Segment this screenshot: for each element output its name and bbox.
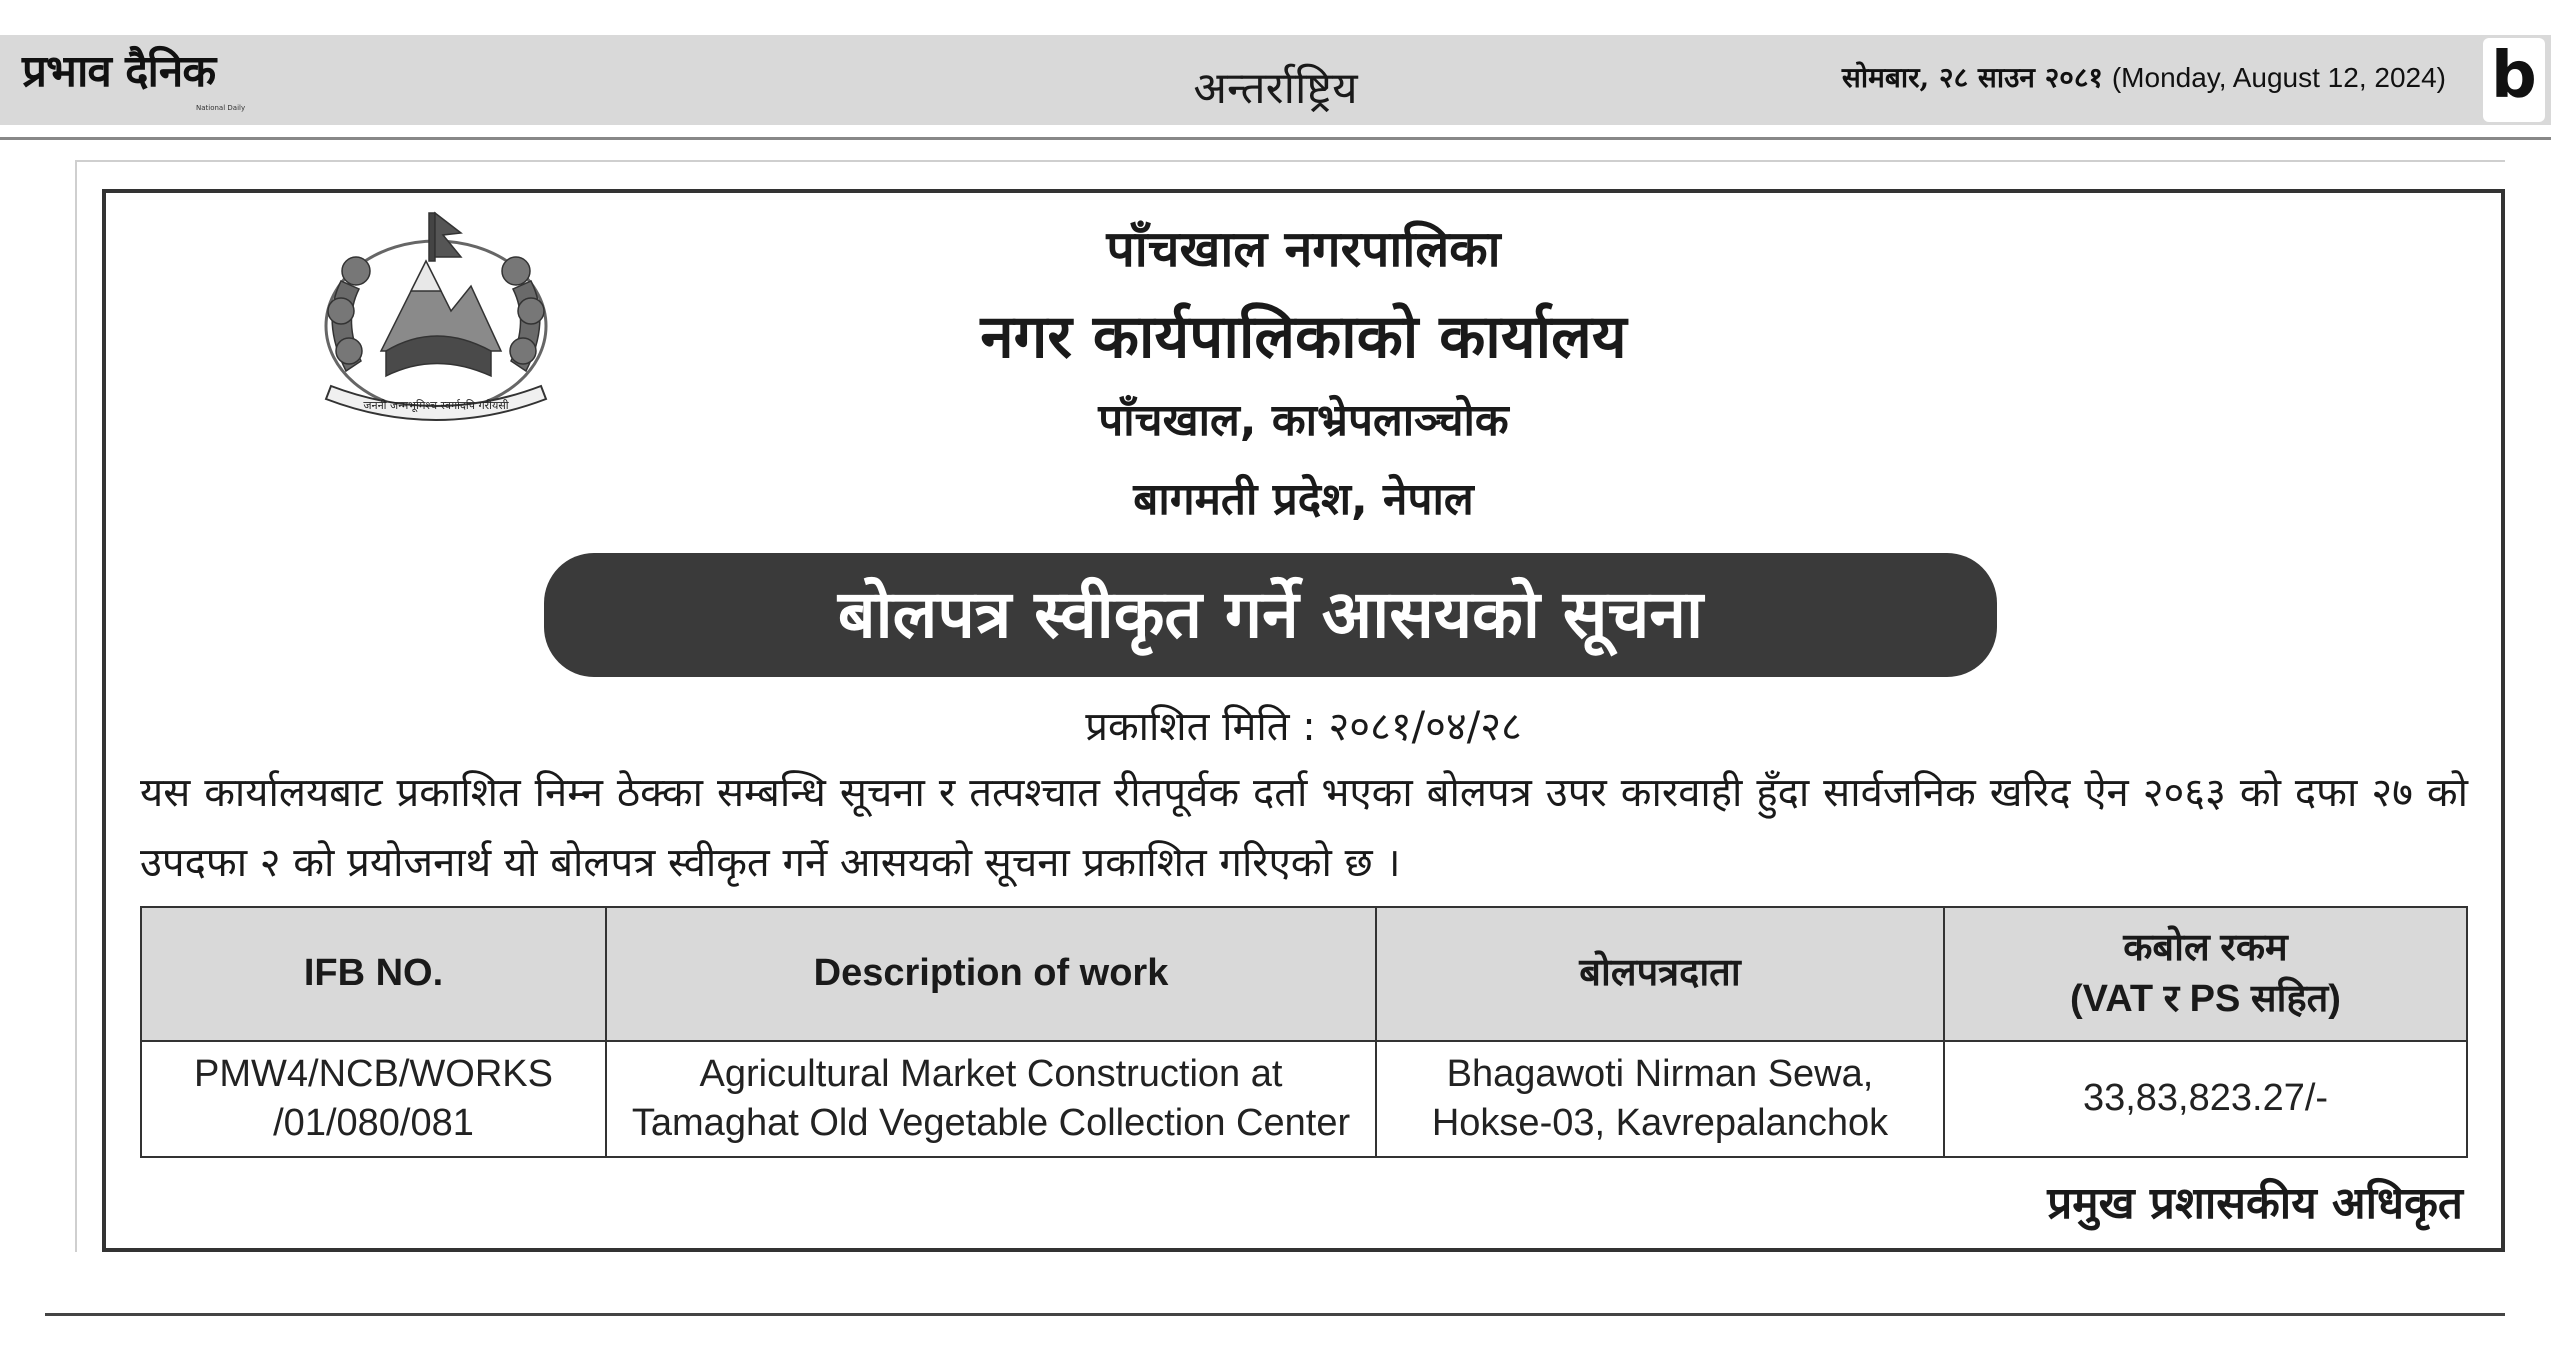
ifb-line1: PMW4/NCB/WORKS bbox=[194, 1052, 553, 1095]
bidder-line1: Bhagawoti Nirman Sewa, bbox=[1446, 1052, 1874, 1095]
table-row bbox=[141, 1041, 2467, 1157]
page-badge-letter: b bbox=[2491, 39, 2537, 113]
office-subtitle: नगर कार्यपालिकाको कार्यालय bbox=[980, 302, 1627, 372]
bid-table bbox=[140, 906, 2468, 1158]
date-nepali: सोमबार, २८ साउन २०८१ bbox=[1841, 61, 2103, 94]
date-english: (Monday, August 12, 2024) bbox=[2111, 62, 2446, 93]
signatory-title: प्रमुख प्रशासकीय अधिकृत bbox=[2047, 1178, 2463, 1229]
desc-line2: Tamaghat Old Vegetable Collection Center bbox=[631, 1102, 1351, 1144]
emblem-motto: जननी जन्मभूमिश्च स्वर्गादपि गरीयसी bbox=[363, 399, 509, 412]
dateline bbox=[1842, 58, 2446, 96]
table-header-row bbox=[141, 907, 2467, 1041]
header-ifb: IFB NO. bbox=[141, 907, 606, 1041]
office-province: बागमती प्रदेश, नेपाल bbox=[1133, 474, 1474, 525]
bidder-line2: Hokse-03, Kavrepalanchok bbox=[1431, 1102, 1889, 1144]
footer-divider bbox=[45, 1313, 2505, 1316]
header-description: Description of work bbox=[606, 907, 1376, 1041]
notice-title-banner: बोलपत्र स्वीकृत गर्ने आसयको सूचना bbox=[544, 553, 1997, 677]
page-badge bbox=[2483, 38, 2545, 122]
cell-description bbox=[606, 1041, 1376, 1157]
header-amount bbox=[1944, 907, 2467, 1041]
header-amount-line2: (VAT र PS सहित) bbox=[2070, 978, 2341, 1020]
newspaper-masthead: प्रभाव दैनिक bbox=[22, 46, 216, 97]
header-bidder: बोलपत्रदाता bbox=[1376, 907, 1944, 1041]
office-location: पाँचखाल, काभ्रेपलाञ्चोक bbox=[1098, 395, 1509, 446]
published-date: प्रकाशित मिति : २०८१/०४/२८ bbox=[1085, 704, 1522, 750]
section-title: अन्तर्राष्ट्रिय bbox=[1193, 63, 1358, 114]
cell-amount: 33,83,823.27/- bbox=[1944, 1041, 2467, 1157]
notice-body: यस कार्यालयबाट प्रकाशित निम्न ठेक्का सम्बन्धि सूचना र तत्पश्चात रीतपूर्वक दर्ता भएका बोलपत्र उपर कारवाही हुँदा सार्वजनिक खरिद ऐन २०६३ को दफा २७ को उपदफा २ को प्रयोजनार्थ यो बोलपत्र स्वीकृत गर्ने आसयको सूचना प्रकाशित गरिएको छ । bbox=[140, 770, 2468, 886]
header-amount-line1: कबोल रकम bbox=[2123, 926, 2288, 969]
cell-ifb bbox=[141, 1041, 606, 1157]
tender-notice bbox=[102, 189, 2505, 1252]
desc-line1: Agricultural Market Construction at bbox=[699, 1052, 1283, 1095]
ifb-line2: /01/080/081 bbox=[273, 1102, 474, 1144]
office-name: पाँचखाल नगरपालिका bbox=[1106, 220, 1501, 278]
masthead-tagline: National Daily bbox=[196, 104, 246, 112]
cell-bidder bbox=[1376, 1041, 1944, 1157]
header-divider bbox=[0, 137, 2551, 140]
